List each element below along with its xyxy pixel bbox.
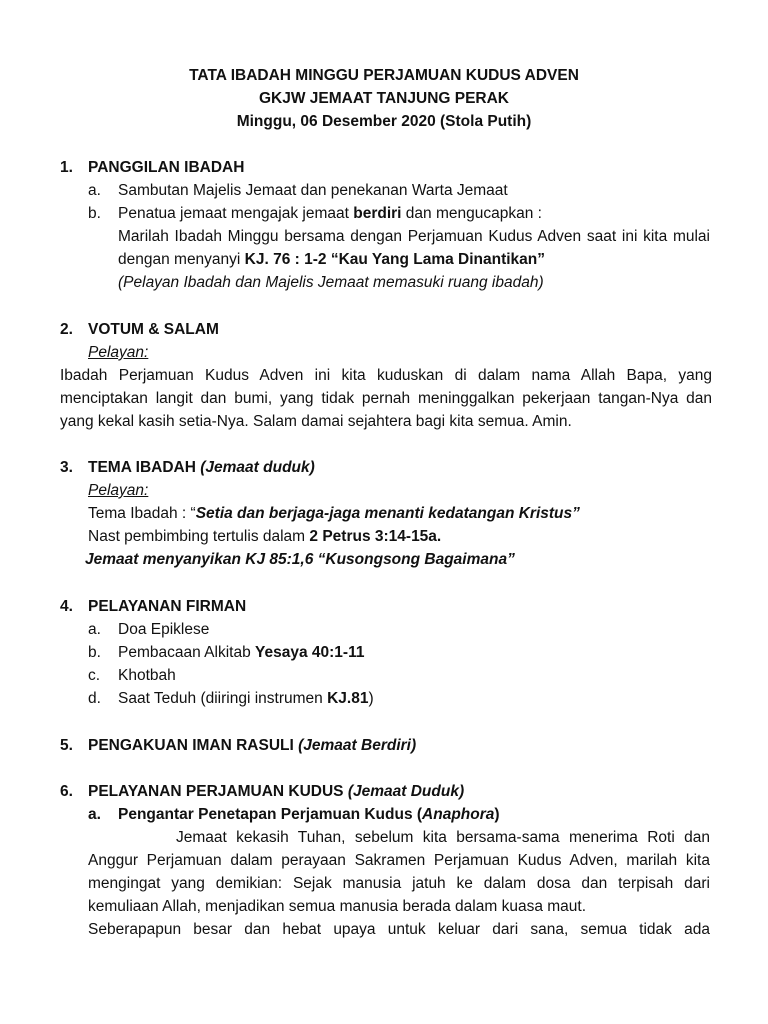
list-item: [88, 641, 710, 664]
section-number: 3.: [60, 459, 73, 476]
item-text: Pembacaan Alkitab: [118, 644, 256, 661]
list-item: [88, 179, 710, 202]
theme-label: Tema Ibadah : “: [88, 505, 196, 522]
section-number: 6.: [60, 783, 73, 800]
section-panggilan-ibadah: [60, 156, 710, 294]
rubric-note: (Pelayan Ibadah dan Majelis Jemaat memasuki ruang ibadah): [118, 274, 544, 291]
section-number: 2.: [60, 321, 73, 338]
item-text: ): [368, 690, 374, 707]
header-title: TATA IBADAH MINGGU PERJAMUAN KUDUS ADVEN: [189, 67, 579, 84]
song-instruction: Jemaat menyanyikan KJ 85:1,6 “Kusongsong Bagaimana”: [85, 551, 515, 568]
section-number: 1.: [60, 159, 73, 176]
section-title: TEMA IBADAH: [88, 459, 201, 476]
item-emphasis: berdiri: [353, 205, 402, 222]
item-text: Doa Epiklese: [118, 621, 210, 638]
section-votum-salam: [60, 318, 710, 433]
subsection-label: Pengantar Penetapan Perjamuan Kudus (: [118, 806, 423, 823]
speaker-label: Pelayan:: [88, 482, 149, 499]
nast-label: Nast pembimbing tertulis dalam: [88, 528, 310, 545]
section-tema-ibadah: [60, 456, 710, 571]
section-number: 4.: [60, 598, 73, 615]
header-date: Minggu, 06 Desember 2020 (Stola Putih): [236, 113, 532, 130]
item-text: Saat Teduh (diiringi instrumen: [118, 690, 328, 707]
votum-text: Ibadah Perjamuan Kudus Adven ini kita kuduskan di dalam nama Allah Bapa, yang menciptakan langit dan bumi, yang tidak pernah meninggalkan pekerjaan tangan-Nya dan yang kekal kasih setia-Nya. Salam damai sejahtera bagi kita semua. Amin.: [60, 367, 712, 430]
item-text: Penatua jemaat mengajak jemaat: [118, 205, 354, 222]
theme-text: Setia dan berjaga-jaga menanti kedatangan Kristus”: [195, 505, 580, 522]
section-rubric: (Jemaat Berdiri): [298, 737, 417, 754]
list-item: [88, 202, 710, 294]
section-rubric: (Jemaat duduk): [200, 459, 315, 476]
item-letter: a.: [88, 182, 101, 199]
list-item: [88, 618, 710, 641]
item-text: Khotbah: [118, 667, 176, 684]
section-pengakuan-iman: [60, 734, 710, 757]
item-letter: b.: [88, 644, 101, 661]
subsection-title: [88, 803, 710, 826]
section-title: VOTUM & SALAM: [88, 321, 219, 338]
section-perjamuan-kudus: [60, 780, 710, 941]
hymn-reference: KJ.81: [327, 690, 369, 707]
item-letter: c.: [88, 667, 101, 684]
hymn-reference: KJ. 76 : 1-2 “Kau Yang Lama Dinantikan”: [244, 251, 546, 268]
subsection-label-end: ): [494, 806, 500, 823]
section-title: PELAYANAN FIRMAN: [88, 598, 247, 615]
speaker-label: Pelayan:: [88, 344, 149, 361]
item-letter: d.: [88, 690, 101, 707]
invitation-text: Marilah Ibadah Minggu bersama dengan Perjamuan Kudus Adven saat ini kita mulai dengan menyanyi: [118, 228, 710, 268]
scripture-reference: Yesaya 40:1-11: [255, 644, 365, 661]
nast-reference: 2 Petrus 3:14-15a.: [309, 528, 442, 545]
anaphora-paragraph-continued: Seberapapun besar dan hebat upaya untuk keluar dari sana, semua tidak ada: [88, 921, 710, 938]
section-pelayanan-firman: [60, 595, 710, 710]
list-item: [88, 687, 710, 710]
item-letter: a.: [88, 621, 101, 638]
list-item: [88, 664, 710, 687]
section-title: PELAYANAN PERJAMUAN KUDUS: [88, 783, 348, 800]
item-text: dan mengucapkan :: [401, 205, 542, 222]
section-title: PANGGILAN IBADAH: [88, 159, 245, 176]
section-rubric: (Jemaat Duduk): [347, 783, 465, 800]
item-letter: a.: [88, 806, 101, 823]
item-letter: b.: [88, 205, 101, 222]
document-header: [0, 64, 768, 133]
section-title: PENGAKUAN IMAN RASULI: [88, 737, 299, 754]
subsection-term: Anaphora: [422, 806, 495, 823]
anaphora-paragraph: Jemaat kekasih Tuhan, sebelum kita bersama-sama menerima Roti dan Anggur Perjamuan dalam perayaan Sakramen Perjamuan Kudus Adven, marilah kita mengingat yang demikian: Sejak manusia jatuh ke dalam dosa dan terpisah dari kemuliaan Allah, menjadikan semua manusia berada dalam kuasa maut.: [88, 829, 710, 915]
item-text: Sambutan Majelis Jemaat dan penekanan Warta Jemaat: [118, 182, 508, 199]
header-congregation: GKJW JEMAAT TANJUNG PERAK: [258, 90, 510, 107]
section-number: 5.: [60, 737, 73, 754]
